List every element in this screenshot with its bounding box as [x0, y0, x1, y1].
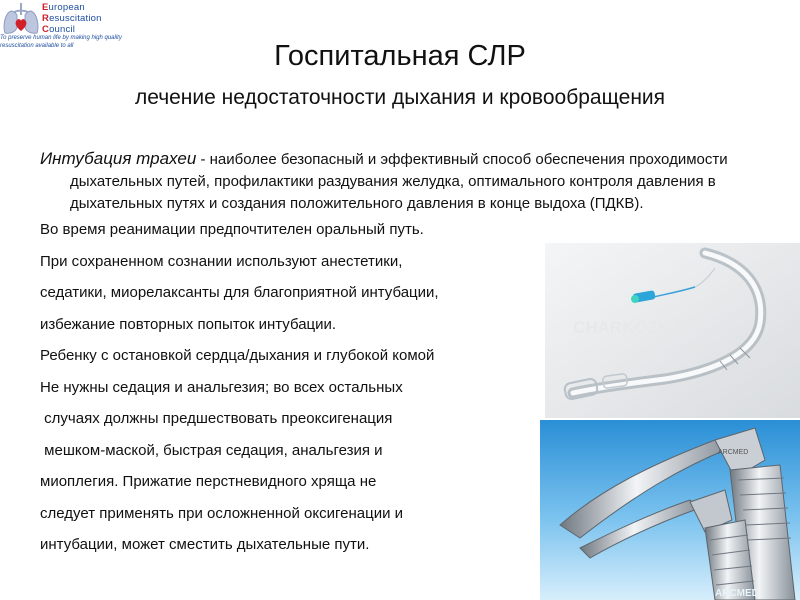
body-line: следует применять при осложненной оксигенации и — [40, 504, 404, 522]
intro-term: Интубация трахеи — [40, 149, 197, 168]
laryngoscope-brand: ARCMED — [718, 449, 749, 456]
laryngoscope-watermark: ARCMED — [715, 588, 759, 599]
body-line: При сохраненном сознании используют анестетики, — [40, 252, 403, 270]
body-line: Не нужны седация и анальгезия; во всех остальных — [40, 378, 403, 396]
lungs-heart-icon — [2, 1, 42, 37]
intro-paragraph — [40, 148, 760, 215]
body-line: миоплегия. Прижатие перстневидного хряща не — [40, 473, 377, 490]
body-line: Во время реанимации предпочтителен оральный путь. — [40, 221, 424, 238]
logo-wordmark — [42, 2, 102, 35]
logo-line: Resuscitation — [42, 13, 102, 24]
endotracheal-tube-photo — [545, 243, 800, 418]
body-line: избежание повторных попыток интубации. — [40, 315, 337, 333]
slide-title: Госпитальная СЛР — [274, 40, 526, 72]
slide-subtitle: лечение недостаточности дыхания и кровообращения — [134, 86, 666, 109]
body-line: Ребенку с остановкой сердца/дыхания и глубокой комой — [40, 347, 435, 364]
body-line: седатики, миорелаксанты для благоприятной интубации, — [40, 284, 439, 301]
body-line: случаях должны предшествовать преоксигенация — [40, 410, 393, 427]
logo-line: Council — [42, 24, 76, 35]
logo-line: European — [42, 2, 85, 13]
tube-watermark: CHARKOZK.R — [573, 318, 688, 337]
body-line: мешком-маской, быстрая седация, анальгезия и — [40, 441, 383, 459]
laryngoscope-photo — [540, 420, 800, 600]
intro-text: - наиболее безопасный и эффективный способ обеспечения проходимости дыхательных путей, профилактики раздувания желудка, оптимального контроля давления в дыхательных путях и создания положительного давления в конце выдоха (ПДКВ). — [70, 151, 728, 212]
logo-tagline: To preserve human life by making high quality resuscitation available to all — [0, 35, 122, 49]
body-line: интубации, может сместить дыхательные пути. — [40, 536, 370, 553]
